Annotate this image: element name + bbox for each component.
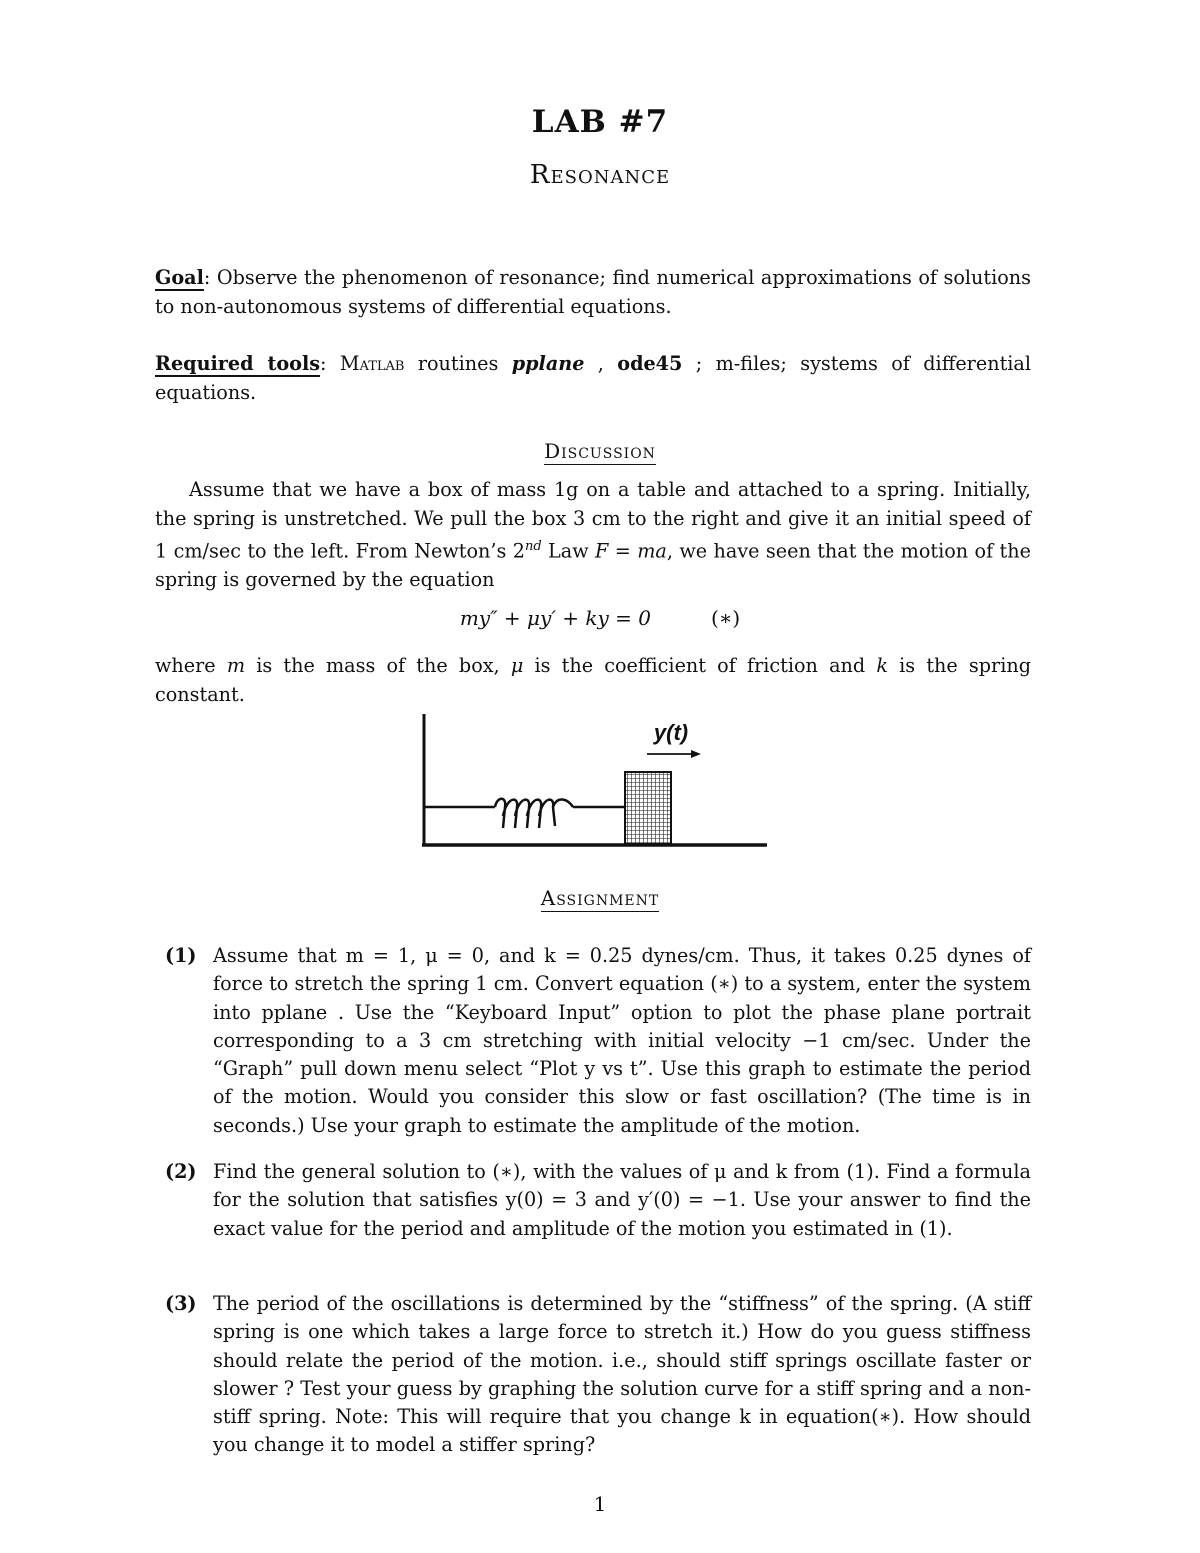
assignment-heading-text: Assignment — [540, 886, 660, 910]
equation-expression: my″ + μy′ + ky = 0 — [459, 606, 651, 630]
item-number: (3) — [165, 1292, 197, 1315]
tools-label: Required tools — [155, 352, 321, 375]
discussion-text-a: Assume that we have a box of mass 1g on a table and attached to a spring. Initially, the spring is unstretched. We pull the box 3 cm to the right and give it an initial speed of 1 cm/sec to the left. From Newton’s 2 — [155, 478, 1031, 563]
tools-colon: : — [320, 352, 327, 375]
lab-title: LAB #7 — [531, 104, 669, 140]
discussion-text-b: Law — [541, 539, 596, 563]
matlab-name: Matlab — [339, 352, 405, 375]
where-paragraph — [155, 652, 1031, 709]
newton-formula: F = ma — [595, 539, 667, 563]
where-text-c: is the coefficient of friction and — [523, 654, 877, 677]
equation-tag: (∗) — [710, 606, 741, 630]
mass-box — [625, 772, 671, 844]
where-text-a: where — [155, 654, 227, 677]
discussion-superscript: nd — [524, 539, 542, 554]
where-mu: μ — [510, 654, 524, 677]
displacement-label: y(t) — [653, 720, 689, 745]
goal-label: Goal — [155, 266, 204, 289]
where-text-d: is the spring constant. — [155, 654, 1031, 706]
item-text: Find the general solution to (∗), with the values of μ and k from (1). Find a formula for the solution that satisfies y(0) = 3 and y′(0) = −1. Use your answer to find the exact value for the period and amplitude of the motion you estimated in (1). — [213, 1160, 1031, 1240]
lab-subtitle: Resonance — [529, 160, 671, 190]
where-text-b: is the mass of the box, — [245, 654, 511, 677]
item-text: Assume that m = 1, μ = 0, and k = 0.25 dynes/cm. Thus, it takes 0.25 dynes of force to stretch the spring 1 cm. Convert equation (∗) to a system, enter the system into pplane . Use the “Keyboard Input” option to plot the phase plane portrait corresponding to a 3 cm stretching with initial velocity −1 cm/sec. Under the “Graph” pull down menu select “Plot y vs t”. Use this graph to estimate the period of the motion. Would you consider this slow or fast oscillation? (The time is in seconds.) Use your graph to estimate the amplitude of the motion. — [213, 944, 1031, 1137]
tools-rest: ; m-files; systems of differential equations. — [155, 352, 1031, 404]
spring-equation — [0, 606, 1200, 630]
discussion-text-c: , we have seen that the motion of the spring is governed by the equation — [155, 539, 1031, 591]
tools-paragraph — [155, 350, 1031, 407]
spring-mass-figure — [415, 710, 775, 860]
discussion-heading — [0, 439, 1200, 463]
tools-sep: , — [584, 352, 618, 375]
goal-text: : Observe the phenomenon of resonance; find numerical approximations of solutions to non-autonomous systems of differential equations. — [155, 266, 1031, 318]
arrow-head-icon — [691, 750, 701, 758]
spring-coil — [495, 799, 573, 828]
discussion-paragraph — [155, 476, 1031, 594]
goal-paragraph — [155, 264, 1031, 321]
pplane-name: pplane — [511, 352, 585, 375]
ode45-name: ode45 — [617, 352, 683, 375]
where-k: k — [876, 654, 888, 677]
page-number: 1 — [593, 1492, 607, 1516]
item-text: The period of the oscillations is determined by the “stiffness” of the spring. (A stiff spring is one which takes a large force to stretch it.) How do you guess stiffness should relate the period of the motion. i.e., should stiff springs oscillate faster or slower ? Test your guess by graphing the solution curve for a stiff spring and a non-stiff spring. Note: This will require that you change k in equation(∗). How should you change it to model a stiffer spring? — [213, 1292, 1031, 1457]
where-m: m — [226, 654, 246, 677]
item-number: (2) — [165, 1160, 197, 1183]
assignment-heading — [0, 886, 1200, 910]
item-number: (1) — [165, 944, 197, 967]
tools-routines: routines — [404, 352, 512, 375]
discussion-heading-text: Discussion — [544, 439, 656, 463]
